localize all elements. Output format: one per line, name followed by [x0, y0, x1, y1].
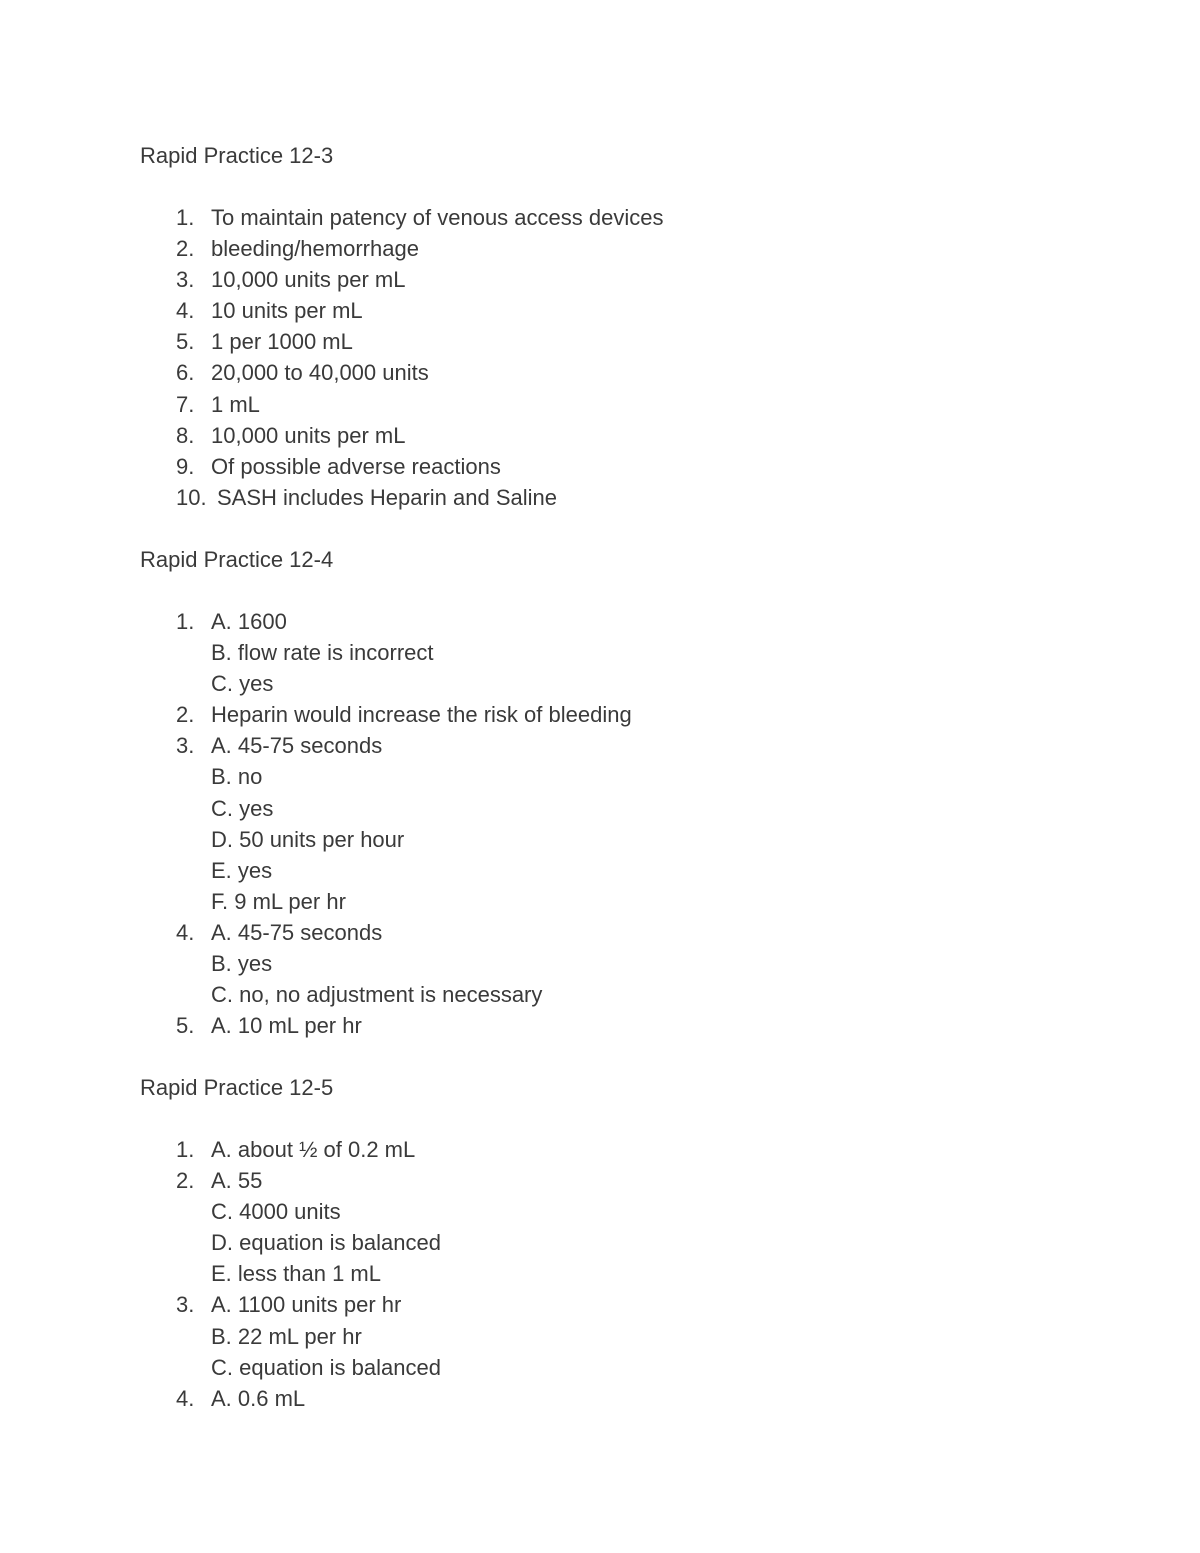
section-title: Rapid Practice 12-3 [140, 143, 334, 168]
item-text: A. 0.6 mL [211, 1385, 306, 1411]
item-text: 10,000 units per mL [211, 267, 406, 293]
list-item [140, 793, 1140, 824]
item-text: E. less than 1 mL [211, 1261, 381, 1287]
list-item [140, 451, 1140, 482]
section-rapid-practice-12-4 [140, 544, 1140, 1041]
answer-list [140, 202, 1140, 513]
list-item [140, 1352, 1140, 1383]
item-number: 1. [176, 609, 195, 634]
item-text: A. about ½ of 0.2 mL [211, 1137, 416, 1162]
item-number: 8. [176, 422, 195, 448]
item-number: 3. [176, 1292, 195, 1318]
item-text: C. yes [211, 671, 274, 697]
section-title: Rapid Practice 12-5 [140, 1075, 334, 1100]
item-number: 1. [176, 1137, 195, 1162]
list-item [140, 357, 1140, 388]
item-text: Heparin would increase the risk of bleeding [211, 702, 632, 728]
item-number: 10. [176, 484, 207, 510]
item-number: 4. [176, 298, 195, 324]
item-number: 1. [176, 205, 195, 230]
item-number: 3. [176, 267, 195, 293]
list-item [140, 326, 1140, 357]
item-text: To maintain patency of venous access devices [211, 205, 664, 230]
list-item [140, 1383, 1140, 1414]
item-number: 3. [176, 733, 195, 759]
item-text: A. 1100 units per hr [211, 1292, 402, 1318]
list-item [140, 1227, 1140, 1258]
item-text: D. 50 units per hour [211, 826, 405, 852]
item-number: 7. [176, 391, 195, 417]
list-item [140, 668, 1140, 699]
item-number: 5. [176, 329, 195, 355]
item-number: 2. [176, 702, 195, 728]
section-rapid-practice-12-5 [140, 1072, 1140, 1414]
list-item [140, 979, 1140, 1010]
list-item [140, 637, 1140, 668]
list-item [140, 295, 1140, 326]
item-text: Of possible adverse reactions [211, 453, 501, 479]
list-item [140, 389, 1140, 420]
list-item [140, 1196, 1140, 1227]
list-item [140, 264, 1140, 295]
list-item [140, 202, 1140, 233]
item-text: 1 per 1000 mL [211, 329, 353, 355]
list-item [140, 917, 1140, 948]
item-text: F. 9 mL per hr [211, 888, 346, 914]
item-text: D. equation is balanced [211, 1230, 441, 1256]
list-item [140, 1289, 1140, 1320]
item-text: E. yes [211, 857, 273, 883]
list-item [140, 606, 1140, 637]
list-item [140, 855, 1140, 886]
answer-list [140, 1134, 1140, 1414]
list-item [140, 233, 1140, 264]
item-number: 4. [176, 919, 195, 945]
item-text: 10 units per mL [211, 298, 363, 324]
list-item [140, 886, 1140, 917]
list-item [140, 730, 1140, 761]
item-text: C. yes [211, 795, 274, 821]
item-text: A. 55 [211, 1168, 263, 1194]
list-item [140, 948, 1140, 979]
item-number: 5. [176, 1013, 195, 1039]
item-text: C. 4000 units [211, 1199, 341, 1225]
item-text: SASH includes Heparin and Saline [217, 484, 557, 510]
list-item [140, 1010, 1140, 1041]
item-text: bleeding/hemorrhage [211, 236, 419, 262]
item-text: A. 1600 [211, 609, 287, 634]
item-number: 2. [176, 236, 195, 262]
item-number: 2. [176, 1168, 195, 1194]
item-text: B. 22 mL per hr [211, 1323, 362, 1349]
item-text: 10,000 units per mL [211, 422, 406, 448]
list-item [140, 761, 1140, 792]
list-item [140, 1258, 1140, 1289]
item-number: 9. [176, 453, 195, 479]
item-text: B. flow rate is incorrect [211, 640, 434, 666]
section-title: Rapid Practice 12-4 [140, 547, 334, 572]
item-number: 4. [176, 1385, 195, 1411]
item-number: 6. [176, 360, 195, 386]
list-item [140, 699, 1140, 730]
item-text: B. yes [211, 951, 273, 977]
list-item [140, 482, 1140, 513]
item-text: C. equation is balanced [211, 1354, 441, 1380]
item-text: A. 45-75 seconds [211, 733, 383, 759]
item-text: C. no, no adjustment is necessary [211, 982, 543, 1008]
item-text: 20,000 to 40,000 units [211, 360, 429, 386]
item-text: A. 10 mL per hr [211, 1013, 362, 1039]
item-text: A. 45-75 seconds [211, 919, 383, 945]
list-item [140, 1321, 1140, 1352]
section-rapid-practice-12-3 [140, 140, 1140, 513]
list-item [140, 420, 1140, 451]
list-item [140, 824, 1140, 855]
item-text: B. no [211, 764, 263, 790]
list-item [140, 1165, 1140, 1196]
item-text: 1 mL [211, 391, 260, 417]
list-item [140, 1134, 1140, 1165]
answer-list [140, 606, 1140, 1041]
